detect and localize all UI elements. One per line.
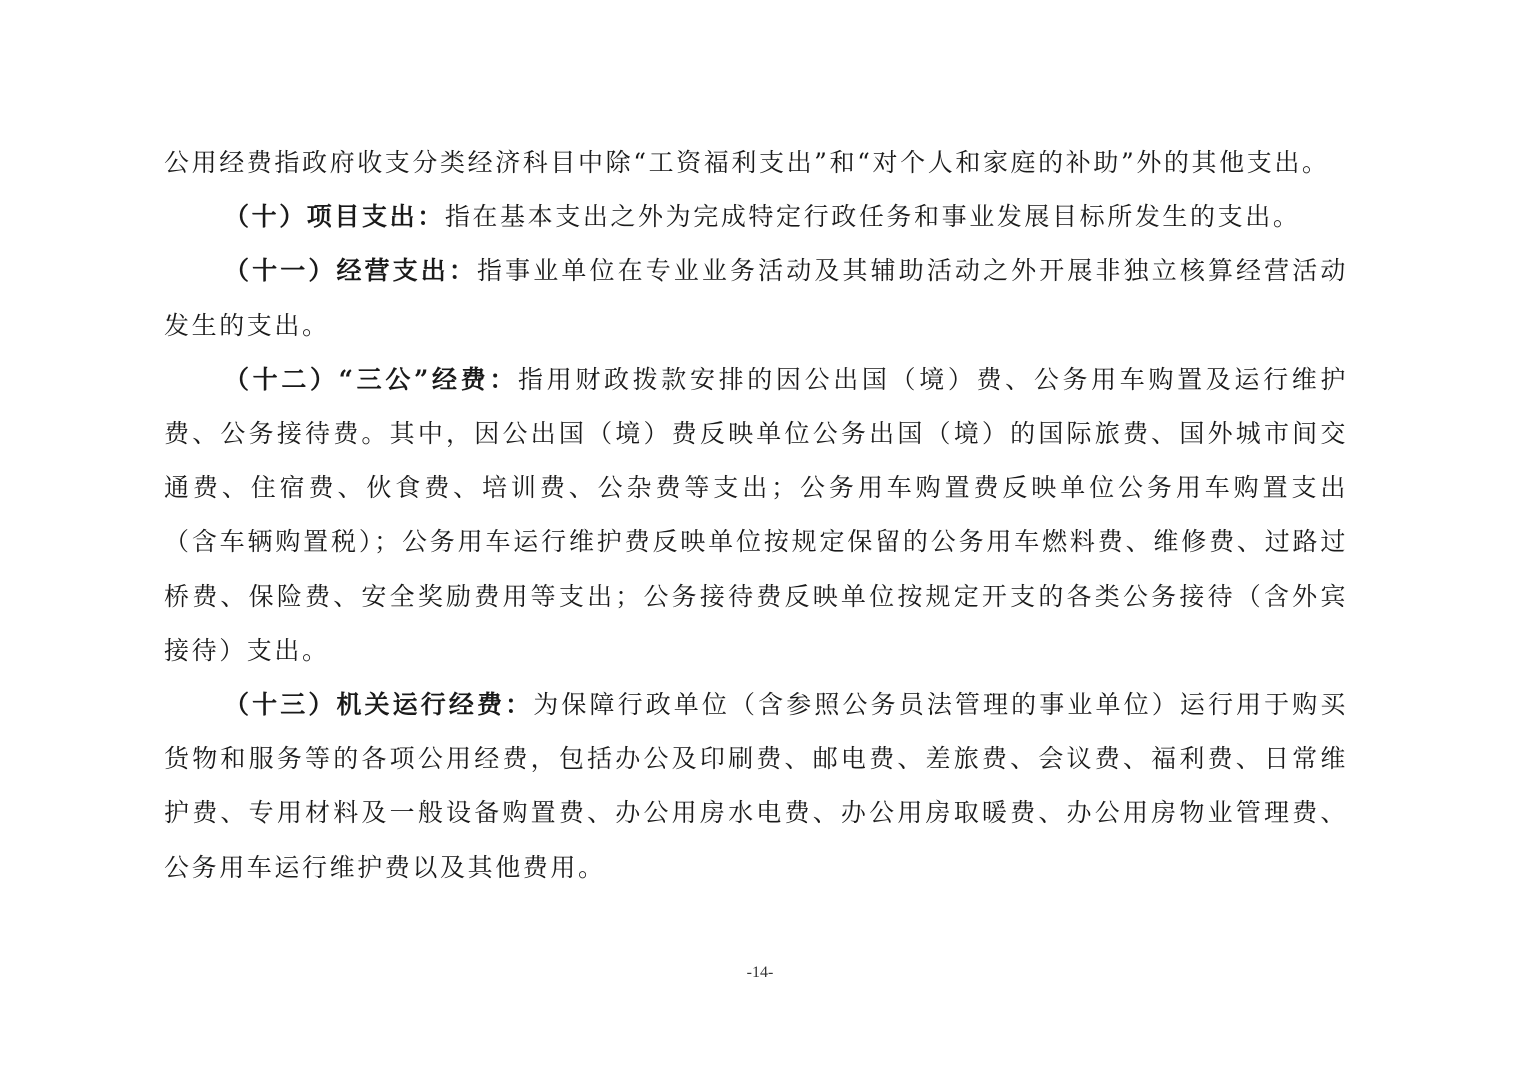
paragraph-three-public-funds (164, 353, 1348, 678)
paragraph-text: 为保障行政单位（含参照公务员法管理的事业单位）运行用于购买货物和服务等的各项公用经费，包括办公及印刷费、邮电费、差旅费、会议费、福利费、日常维护费、专用材料及一般设备购置费、办公用房水电费、办公用房取暖费、办公用房物业管理费、公务用车运行维护费以及其他费用。 (164, 690, 1349, 882)
term-heading: （十二）“三公”经费： (224, 364, 518, 394)
paragraph-text: 指在基本支出之外为完成特定行政任务和事业发展目标所发生的支出。 (444, 202, 1301, 232)
paragraph-operating-expenditure (164, 244, 1348, 352)
paragraph-project-expenditure (164, 190, 1348, 244)
term-heading: （十）项目支出： (224, 202, 445, 232)
paragraph-text: 公用经费指政府收支分类经济科目中除“工资福利支出”和“对个人和家庭的补助”外的其他支出。 (164, 148, 1330, 177)
paragraph-text: 指用财政拨款安排的因公出国（境）费、公务用车购置及运行维护费、公务接待费。其中，因公出国（境）费反映单位公务出国（境）的国际旅费、国外城市间交通费、住宿费、伙食费、培训费、公杂费等支出；公务用车购置费反映单位公务用车购置支出（含车辆购置税）；公务用车运行维护费反映单位按规定保留的公务用车燃料费、维修费、过路过桥费、保险费、安全奖励费用等支出；公务接待费反映单位按规定开支的各类公务接待（含外宾接待）支出。 (164, 364, 1348, 665)
page-body (164, 136, 1348, 895)
page-number: -14- (746, 964, 774, 981)
term-heading: （十三）机关运行经费： (224, 690, 534, 720)
paragraph-public-funds (164, 136, 1348, 190)
paragraph-text: 指事业单位在专业业务活动及其辅助活动之外开展非独立核算经营活动发生的支出。 (164, 256, 1348, 340)
paragraph-agency-running-funds (164, 678, 1348, 895)
term-heading: （十一）经营支出： (224, 256, 478, 286)
